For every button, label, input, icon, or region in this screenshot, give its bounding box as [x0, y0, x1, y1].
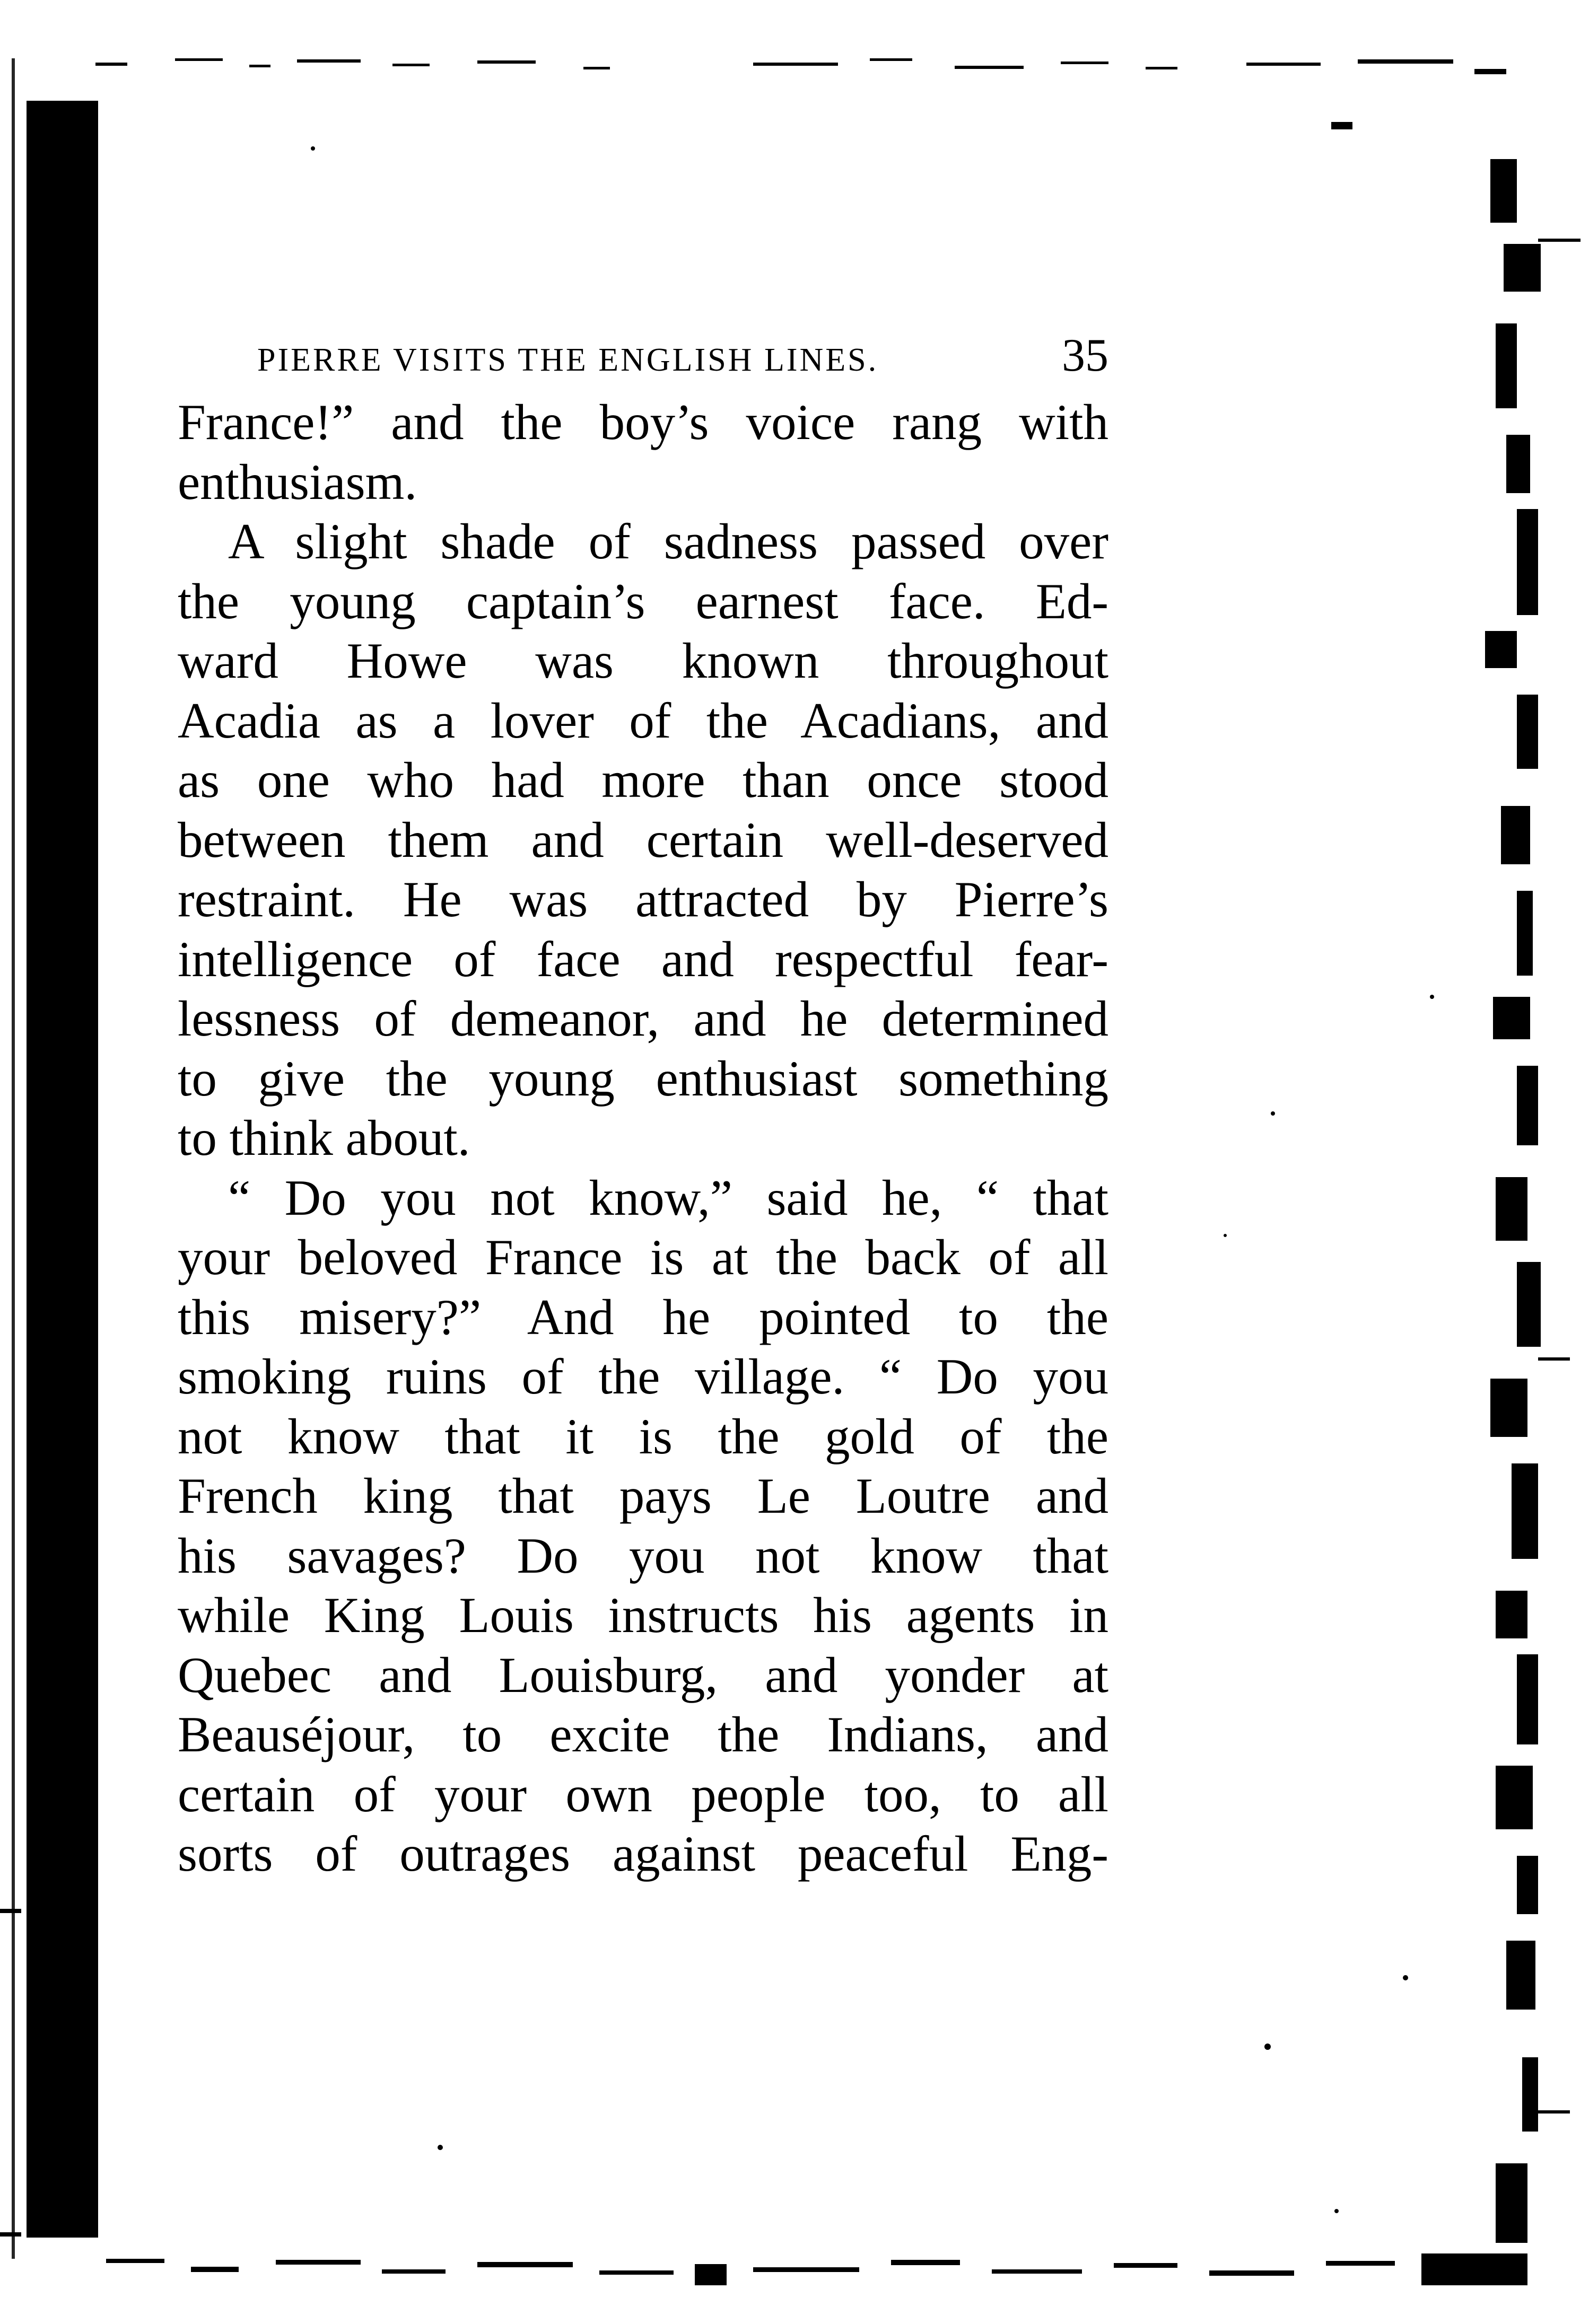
text-line: “ Do you not know,” said he, “ that — [228, 1169, 1108, 1226]
text-line: certain of your own people too, to all — [178, 1766, 1108, 1822]
text-line: Quebec and Louisburg, and yonder at — [178, 1646, 1108, 1703]
text-line: to give the young enthusiast something — [178, 1050, 1108, 1107]
text-line: French king that pays Le Loutre and — [178, 1468, 1108, 1524]
text-line: France!” and the boy’s voice rang with — [178, 394, 1108, 450]
body-text — [178, 392, 1108, 1884]
text-line: not know that it is the gold of the — [178, 1408, 1108, 1464]
page-number: 35 — [1062, 330, 1108, 381]
text-line: A slight shade of sadness passed over — [228, 513, 1108, 569]
text-line: enthusiasm. — [178, 453, 417, 510]
text-line: while King Louis instructs his agents in — [178, 1587, 1108, 1643]
text-line: between them and certain well-deserved — [178, 811, 1108, 868]
text-line: as one who had more than once stood — [178, 752, 1108, 808]
text-line: intelligence of face and respectful fear- — [178, 931, 1108, 987]
binding-line — [12, 58, 15, 2259]
text-line: the young captain’s earnest face. Ed- — [178, 573, 1108, 629]
text-line: ward Howe was known throughout — [178, 633, 1108, 689]
text-line: smoking ruins of the village. “ Do you — [178, 1348, 1108, 1405]
text-line: restraint. He was attracted by Pierre’s — [178, 871, 1108, 927]
running-title: PIERRE VISITS THE ENGLISH LINES. — [257, 342, 879, 378]
text-line: your beloved France is at the back of all — [178, 1229, 1108, 1285]
binding-shadow — [27, 101, 98, 2238]
text-line: sorts of outrages against peaceful Eng- — [178, 1826, 1108, 1882]
text-line: his savages? Do you not know that — [178, 1527, 1108, 1584]
text-line: to think about. — [178, 1110, 470, 1166]
text-line: Beauséjour, to excite the Indians, and — [178, 1706, 1108, 1762]
text-line: Acadia as a lover of the Acadians, and — [178, 692, 1108, 749]
running-head — [178, 329, 1108, 392]
page-text — [178, 329, 1108, 1884]
text-line: this misery?” And he pointed to the — [178, 1288, 1108, 1345]
text-line: lessness of demeanor, and he determined — [178, 990, 1108, 1047]
